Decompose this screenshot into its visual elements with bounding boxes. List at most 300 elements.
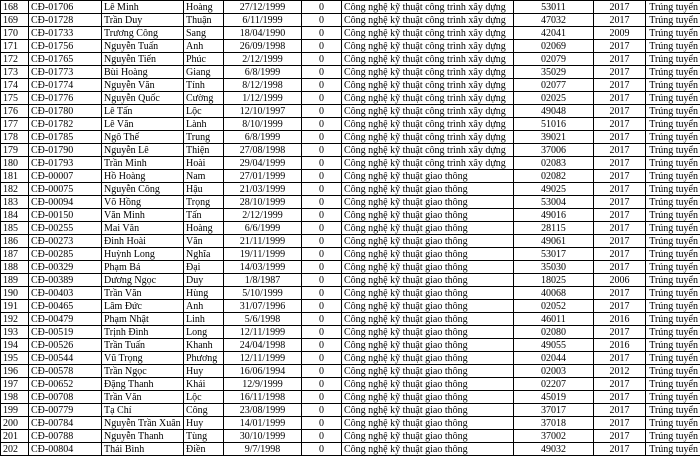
table-row [1,118,700,131]
birth-date-cell: 12/11/1999 [224,352,302,365]
major-code-cell: 18025 [514,274,594,287]
student-code-cell: CĐ-00273 [29,235,102,248]
score-cell: 0 [302,105,342,118]
result-cell: Trúng tuyển [646,196,700,209]
student-code-cell: CĐ-00544 [29,352,102,365]
score-cell: 0 [302,248,342,261]
last-name-cell: Nguyễn Văn [102,79,184,92]
major-cell: Công nghệ kỹ thuật giao thông [342,222,514,235]
score-cell: 0 [302,79,342,92]
major-code-cell: 35029 [514,66,594,79]
major-code-cell: 37006 [514,144,594,157]
row-number-cell: 168 [1,1,29,14]
row-number-cell: 186 [1,235,29,248]
major-code-cell: 47032 [514,14,594,27]
result-cell: Trúng tuyển [646,170,700,183]
result-cell: Trúng tuyển [646,404,700,417]
student-code-cell: CĐ-00255 [29,222,102,235]
year-cell: 2017 [594,53,646,66]
table-row [1,443,700,456]
student-code-cell: CĐ-00329 [29,261,102,274]
birth-date-cell: 1/8/1987 [224,274,302,287]
result-cell: Trúng tuyển [646,40,700,53]
last-name-cell: Trương Công [102,27,184,40]
major-code-cell: 02080 [514,326,594,339]
table-row [1,261,700,274]
result-cell: Trúng tuyển [646,27,700,40]
major-cell: Công nghệ kỹ thuật công trình xây dựng [342,118,514,131]
score-cell: 0 [302,404,342,417]
first-name-cell: Công [184,404,224,417]
score-cell: 0 [302,144,342,157]
row-number-cell: 184 [1,209,29,222]
first-name-cell: Thiện [184,144,224,157]
result-cell: Trúng tuyển [646,183,700,196]
first-name-cell: Sang [184,27,224,40]
score-cell: 0 [302,378,342,391]
year-cell: 2017 [594,131,646,144]
result-cell: Trúng tuyển [646,53,700,66]
year-cell: 2016 [594,339,646,352]
first-name-cell: Anh [184,40,224,53]
major-cell: Công nghệ kỹ thuật giao thông [342,209,514,222]
year-cell: 2017 [594,261,646,274]
row-number-cell: 187 [1,248,29,261]
last-name-cell: Trần Ngọc [102,365,184,378]
table-row [1,53,700,66]
major-cell: Công nghệ kỹ thuật giao thông [342,417,514,430]
birth-date-cell: 2/12/1999 [224,209,302,222]
row-number-cell: 185 [1,222,29,235]
major-cell: Công nghệ kỹ thuật công trình xây dựng [342,14,514,27]
year-cell: 2017 [594,92,646,105]
score-cell: 0 [302,326,342,339]
first-name-cell: Linh [184,313,224,326]
major-code-cell: 02083 [514,157,594,170]
year-cell: 2017 [594,417,646,430]
major-cell: Công nghệ kỹ thuật giao thông [342,404,514,417]
major-cell: Công nghệ kỹ thuật giao thông [342,391,514,404]
score-cell: 0 [302,183,342,196]
first-name-cell: Nam [184,170,224,183]
score-cell: 0 [302,209,342,222]
major-cell: Công nghệ kỹ thuật công trình xây dựng [342,1,514,14]
result-cell: Trúng tuyển [646,300,700,313]
major-code-cell: 02082 [514,170,594,183]
score-cell: 0 [302,391,342,404]
major-cell: Công nghệ kỹ thuật giao thông [342,287,514,300]
table-row [1,79,700,92]
table-row [1,378,700,391]
year-cell: 2017 [594,14,646,27]
major-cell: Công nghệ kỹ thuật giao thông [342,339,514,352]
first-name-cell: Trọng [184,196,224,209]
score-cell: 0 [302,300,342,313]
last-name-cell: Phạm Nhật [102,313,184,326]
last-name-cell: Đinh Hoài [102,235,184,248]
score-cell: 0 [302,222,342,235]
result-cell: Trúng tuyển [646,222,700,235]
row-number-cell: 171 [1,40,29,53]
birth-date-cell: 31/07/1996 [224,300,302,313]
first-name-cell: Điền [184,443,224,456]
major-code-cell: 35030 [514,261,594,274]
first-name-cell: Hoàng [184,1,224,14]
major-code-cell: 28115 [514,222,594,235]
result-cell: Trúng tuyển [646,391,700,404]
first-name-cell: Huy [184,365,224,378]
result-cell: Trúng tuyển [646,313,700,326]
result-cell: Trúng tuyển [646,118,700,131]
birth-date-cell: 6/8/1999 [224,66,302,79]
table-row [1,105,700,118]
year-cell: 2017 [594,79,646,92]
row-number-cell: 197 [1,378,29,391]
table-row [1,209,700,222]
birth-date-cell: 8/12/1998 [224,79,302,92]
last-name-cell: Trần Duy [102,14,184,27]
result-cell: Trúng tuyển [646,235,700,248]
result-cell: Trúng tuyển [646,66,700,79]
result-cell: Trúng tuyển [646,144,700,157]
birth-date-cell: 28/10/1999 [224,196,302,209]
last-name-cell: Vũ Trọng [102,352,184,365]
major-code-cell: 02069 [514,40,594,53]
result-cell: Trúng tuyển [646,417,700,430]
year-cell: 2017 [594,235,646,248]
year-cell: 2017 [594,66,646,79]
first-name-cell: Lộc [184,391,224,404]
major-cell: Công nghệ kỹ thuật giao thông [342,235,514,248]
last-name-cell: Nguyễn Quốc [102,92,184,105]
last-name-cell: Lê Văn [102,118,184,131]
table-row [1,183,700,196]
last-name-cell: Lâm Đức [102,300,184,313]
row-number-cell: 193 [1,326,29,339]
major-code-cell: 02003 [514,365,594,378]
student-code-cell: CĐ-00389 [29,274,102,287]
row-number-cell: 178 [1,131,29,144]
major-code-cell: 39021 [514,131,594,144]
first-name-cell: Lộc [184,105,224,118]
major-cell: Công nghệ kỹ thuật giao thông [342,365,514,378]
year-cell: 2017 [594,222,646,235]
major-code-cell: 49025 [514,183,594,196]
first-name-cell: Hùng [184,287,224,300]
row-number-cell: 194 [1,339,29,352]
birth-date-cell: 24/04/1998 [224,339,302,352]
year-cell: 2017 [594,326,646,339]
major-cell: Công nghệ kỹ thuật giao thông [342,378,514,391]
major-code-cell: 02077 [514,79,594,92]
result-cell: Trúng tuyển [646,131,700,144]
table-row [1,339,700,352]
major-cell: Công nghệ kỹ thuật công trình xây dựng [342,53,514,66]
result-cell: Trúng tuyển [646,287,700,300]
row-number-cell: 189 [1,274,29,287]
last-name-cell: Thái Bình [102,443,184,456]
table-row [1,196,700,209]
table-row [1,170,700,183]
result-cell: Trúng tuyển [646,365,700,378]
major-cell: Công nghệ kỹ thuật giao thông [342,300,514,313]
table-row [1,300,700,313]
year-cell: 2012 [594,365,646,378]
table-row [1,66,700,79]
result-cell: Trúng tuyển [646,443,700,456]
student-code-cell: CĐ-00652 [29,378,102,391]
student-code-cell: CĐ-00094 [29,196,102,209]
row-number-cell: 199 [1,404,29,417]
student-code-cell: CĐ-00285 [29,248,102,261]
row-number-cell: 202 [1,443,29,456]
first-name-cell: Phương [184,352,224,365]
result-cell: Trúng tuyển [646,79,700,92]
row-number-cell: 182 [1,183,29,196]
last-name-cell: Trần Văn [102,391,184,404]
major-code-cell: 51016 [514,118,594,131]
result-cell: Trúng tuyển [646,209,700,222]
year-cell: 2017 [594,170,646,183]
row-number-cell: 188 [1,261,29,274]
student-code-cell: CĐ-01765 [29,53,102,66]
major-cell: Công nghệ kỹ thuật công trình xây dựng [342,66,514,79]
score-cell: 0 [302,131,342,144]
birth-date-cell: 18/04/1990 [224,27,302,40]
student-code-cell: CĐ-01756 [29,40,102,53]
first-name-cell: Văn [184,235,224,248]
major-cell: Công nghệ kỹ thuật công trình xây dựng [342,92,514,105]
major-code-cell: 53004 [514,196,594,209]
year-cell: 2017 [594,40,646,53]
score-cell: 0 [302,1,342,14]
score-cell: 0 [302,261,342,274]
first-name-cell: Cường [184,92,224,105]
result-cell: Trúng tuyển [646,248,700,261]
year-cell: 2017 [594,430,646,443]
last-name-cell: Nguyễn Công [102,183,184,196]
table-row [1,144,700,157]
year-cell: 2017 [594,391,646,404]
year-cell: 2006 [594,274,646,287]
student-code-cell: CĐ-01774 [29,79,102,92]
birth-date-cell: 16/11/1998 [224,391,302,404]
row-number-cell: 198 [1,391,29,404]
last-name-cell: Trần Minh [102,157,184,170]
major-cell: Công nghệ kỹ thuật công trình xây dựng [342,105,514,118]
major-cell: Công nghệ kỹ thuật giao thông [342,196,514,209]
row-number-cell: 192 [1,313,29,326]
first-name-cell: Phúc [184,53,224,66]
row-number-cell: 196 [1,365,29,378]
last-name-cell: Võ Hồng [102,196,184,209]
student-code-cell: CĐ-01782 [29,118,102,131]
birth-date-cell: 9/7/1998 [224,443,302,456]
birth-date-cell: 1/12/1999 [224,92,302,105]
birth-date-cell: 6/8/1999 [224,131,302,144]
first-name-cell: Khanh [184,339,224,352]
table-row [1,417,700,430]
major-cell: Công nghệ kỹ thuật công trình xây dựng [342,40,514,53]
student-code-cell: CĐ-01790 [29,144,102,157]
major-code-cell: 53017 [514,248,594,261]
last-name-cell: Trịnh Đình [102,326,184,339]
last-name-cell: Trần Tuấn [102,339,184,352]
major-cell: Công nghệ kỹ thuật giao thông [342,443,514,456]
last-name-cell: Nguyễn Tuấn [102,40,184,53]
student-code-cell: CĐ-00779 [29,404,102,417]
birth-date-cell: 29/04/1999 [224,157,302,170]
first-name-cell: Duy [184,274,224,287]
student-code-cell: CĐ-00526 [29,339,102,352]
table-row [1,248,700,261]
table-row [1,274,700,287]
major-code-cell: 49055 [514,339,594,352]
student-code-cell: CĐ-00075 [29,183,102,196]
first-name-cell: Nghĩa [184,248,224,261]
major-cell: Công nghệ kỹ thuật giao thông [342,170,514,183]
row-number-cell: 174 [1,79,29,92]
result-cell: Trúng tuyển [646,92,700,105]
score-cell: 0 [302,365,342,378]
row-number-cell: 172 [1,53,29,66]
table-row [1,391,700,404]
student-code-cell: CĐ-00007 [29,170,102,183]
student-code-cell: CĐ-01780 [29,105,102,118]
score-cell: 0 [302,118,342,131]
major-cell: Công nghệ kỹ thuật công trình xây dựng [342,144,514,157]
birth-date-cell: 14/03/1999 [224,261,302,274]
year-cell: 2017 [594,118,646,131]
major-code-cell: 49016 [514,209,594,222]
student-code-cell: CĐ-01776 [29,92,102,105]
first-name-cell: Tính [184,79,224,92]
score-cell: 0 [302,170,342,183]
major-code-cell: 45019 [514,391,594,404]
birth-date-cell: 23/08/1999 [224,404,302,417]
major-code-cell: 49032 [514,443,594,456]
student-code-cell: CĐ-00403 [29,287,102,300]
result-cell: Trúng tuyển [646,274,700,287]
student-code-cell: CĐ-00465 [29,300,102,313]
major-code-cell: 02044 [514,352,594,365]
major-cell: Công nghệ kỹ thuật giao thông [342,274,514,287]
major-code-cell: 46011 [514,313,594,326]
year-cell: 2009 [594,27,646,40]
birth-date-cell: 2/12/1999 [224,53,302,66]
year-cell: 2017 [594,248,646,261]
score-cell: 0 [302,40,342,53]
first-name-cell: Khải [184,378,224,391]
first-name-cell: Hoàng [184,222,224,235]
last-name-cell: Nguyễn Thanh [102,430,184,443]
birth-date-cell: 27/08/1998 [224,144,302,157]
student-code-cell: CĐ-01773 [29,66,102,79]
birth-date-cell: 21/03/1999 [224,183,302,196]
first-name-cell: Tùng [184,430,224,443]
major-code-cell: 42041 [514,27,594,40]
row-number-cell: 177 [1,118,29,131]
score-cell: 0 [302,352,342,365]
row-number-cell: 183 [1,196,29,209]
first-name-cell: Giang [184,66,224,79]
first-name-cell: Đại [184,261,224,274]
table-row [1,1,700,14]
major-code-cell: 37018 [514,417,594,430]
row-number-cell: 181 [1,170,29,183]
birth-date-cell: 16/06/1994 [224,365,302,378]
row-number-cell: 176 [1,105,29,118]
table-row [1,40,700,53]
table-row [1,235,700,248]
table-row [1,157,700,170]
table-row [1,430,700,443]
major-code-cell: 40068 [514,287,594,300]
first-name-cell: Huy [184,417,224,430]
result-cell: Trúng tuyển [646,261,700,274]
result-cell: Trúng tuyển [646,378,700,391]
table-row [1,352,700,365]
year-cell: 2017 [594,443,646,456]
score-cell: 0 [302,430,342,443]
birth-date-cell: 6/11/1999 [224,14,302,27]
last-name-cell: Tạ Chí [102,404,184,417]
table-row [1,365,700,378]
last-name-cell: Nguyễn Tiến [102,53,184,66]
student-code-cell: CĐ-00479 [29,313,102,326]
row-number-cell: 195 [1,352,29,365]
student-code-cell: CĐ-01706 [29,1,102,14]
major-cell: Công nghệ kỹ thuật công trình xây dựng [342,157,514,170]
student-code-cell: CĐ-00788 [29,430,102,443]
birth-date-cell: 6/6/1999 [224,222,302,235]
row-number-cell: 170 [1,27,29,40]
student-code-cell: CĐ-01793 [29,157,102,170]
table-row [1,326,700,339]
major-code-cell: 53011 [514,1,594,14]
birth-date-cell: 12/10/1997 [224,105,302,118]
student-code-cell: CĐ-00150 [29,209,102,222]
major-code-cell: 02207 [514,378,594,391]
year-cell: 2017 [594,1,646,14]
major-cell: Công nghệ kỹ thuật giao thông [342,248,514,261]
major-cell: Công nghệ kỹ thuật công trình xây dựng [342,27,514,40]
year-cell: 2017 [594,196,646,209]
year-cell: 2017 [594,157,646,170]
score-cell: 0 [302,235,342,248]
last-name-cell: Lê Tấn [102,105,184,118]
score-cell: 0 [302,14,342,27]
last-name-cell: Bùi Hoàng [102,66,184,79]
student-code-cell: CĐ-01733 [29,27,102,40]
year-cell: 2017 [594,183,646,196]
major-code-cell: 37002 [514,430,594,443]
last-name-cell: Hồ Hoàng [102,170,184,183]
score-cell: 0 [302,53,342,66]
table-row [1,14,700,27]
birth-date-cell: 5/10/1999 [224,287,302,300]
result-cell: Trúng tuyển [646,1,700,14]
last-name-cell: Nguyễn Trần Xuân [102,417,184,430]
table-row [1,313,700,326]
birth-date-cell: 21/11/1999 [224,235,302,248]
result-cell: Trúng tuyển [646,14,700,27]
last-name-cell: Ngô Thế [102,131,184,144]
student-code-cell: CĐ-00578 [29,365,102,378]
last-name-cell: Văn Minh [102,209,184,222]
last-name-cell: Mai Văn [102,222,184,235]
result-cell: Trúng tuyển [646,352,700,365]
